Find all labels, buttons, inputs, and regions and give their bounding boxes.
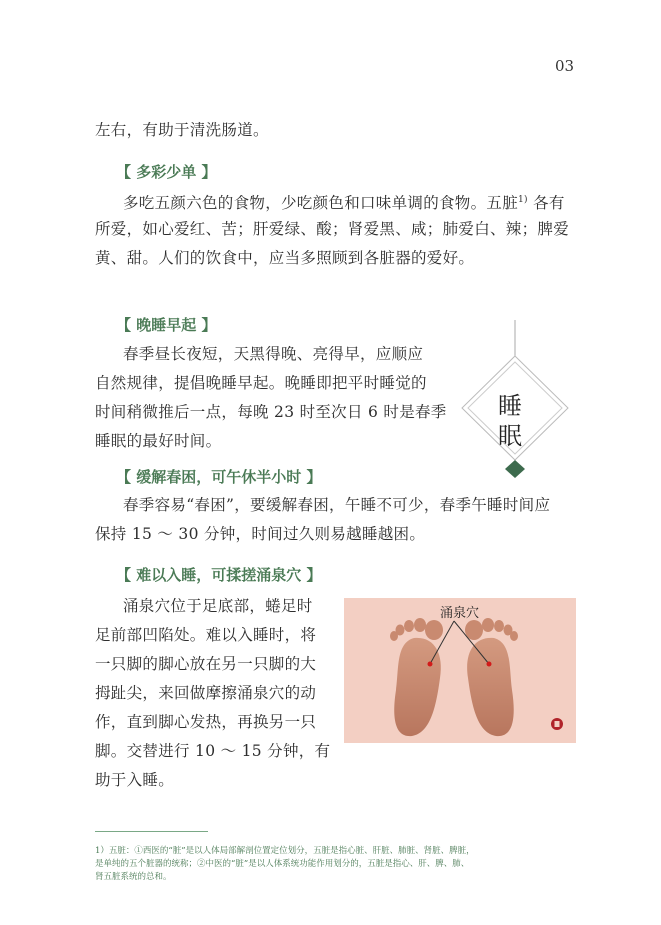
- heading-yongquan-xue: 【 难以入睡，可揉搓涌泉穴 】: [116, 566, 322, 584]
- sec1-line-3: 黄、甜。人们的饮食中，应当多照顾到各脏器的爱好。: [95, 249, 475, 267]
- feet-figure: [344, 598, 576, 743]
- sec4-line-6: 脚。交替进行 10 ～ 15 分钟，有: [95, 742, 331, 760]
- footnote: [95, 845, 585, 884]
- heading-wanshui-zaoqi: 【 晚睡早起 】: [116, 316, 217, 334]
- sec1-line-1-text: 多吃五颜六色的食物，少吃颜色和口味单调的食物。五脏: [123, 194, 519, 213]
- page-number: 03: [555, 57, 575, 75]
- footnote-line-3: 肾五脏系统的总和。: [95, 872, 172, 882]
- sec1-line-2: 所爱，如心爱红、苦；肝爱绿、酸；肾爱黑、咸；肺爱白、辣；脾爱: [95, 220, 570, 238]
- yongquan-label: 涌泉穴: [440, 606, 480, 621]
- sec4-line-1: 涌泉穴位于足底部，蜷足时: [123, 597, 313, 615]
- sec2-line-4: 睡眠的最好时间。: [95, 432, 222, 450]
- footnote-line-2: 是单纯的五个脏器的统称；②中医的“脏”是以人体系统功能作用划分的，五脏是指心、肝、脾、肺、: [95, 859, 470, 869]
- badge-char-mian: 眠: [498, 422, 522, 450]
- footnote-line-1: 1）五脏：①西医的“脏”是以人体局部解剖位置定位划分，五脏是指心脏、肝脏、肺脏、肾脏、脾脏，: [95, 846, 475, 856]
- sec1-line-1: [123, 186, 565, 218]
- sec4-line-5: 作，直到脚心发热，再换另一只: [95, 713, 317, 731]
- intro-line: 左右，有助于清洗肠道。: [95, 121, 269, 139]
- sec2-line-2: 自然规律，提倡晚睡早起。晚睡即把平时睡觉的: [95, 374, 427, 392]
- sec4-line-7: 助于入睡。: [95, 771, 175, 789]
- sec1-line-1-tail: 各有: [527, 194, 565, 213]
- sleep-badge: [450, 318, 580, 488]
- heading-duocai-shaodan: 【 多彩少单 】: [116, 163, 217, 181]
- sec3-line-2: 保持 15 ～ 30 分钟，时间过久则易越睡越困。: [95, 525, 426, 543]
- sec4-line-4: 拇趾尖，来回做摩擦涌泉穴的动: [95, 684, 317, 702]
- sec2-line-1: 春季昼长夜短，天黑得晚、亮得早，应顺应: [123, 345, 424, 363]
- heading-huanjie-chunkun: 【 缓解春困，可午休半小时 】: [116, 468, 322, 486]
- footnote-divider: [95, 831, 208, 832]
- sec3-line-1: 春季容易“春困”，要缓解春困，午睡不可少，春季午睡时间应: [123, 496, 551, 514]
- footnote-ref: 1): [518, 195, 528, 205]
- sec2-line-3: 时间稍微推后一点，每晚 23 时至次日 6 时是春季: [95, 403, 447, 421]
- badge-char-shui: 睡: [498, 392, 522, 420]
- sec4-line-2: 足前部凹陷处。难以入睡时，将: [95, 626, 317, 644]
- sec4-line-3: 一只脚的脚心放在另一只脚的大: [95, 655, 317, 673]
